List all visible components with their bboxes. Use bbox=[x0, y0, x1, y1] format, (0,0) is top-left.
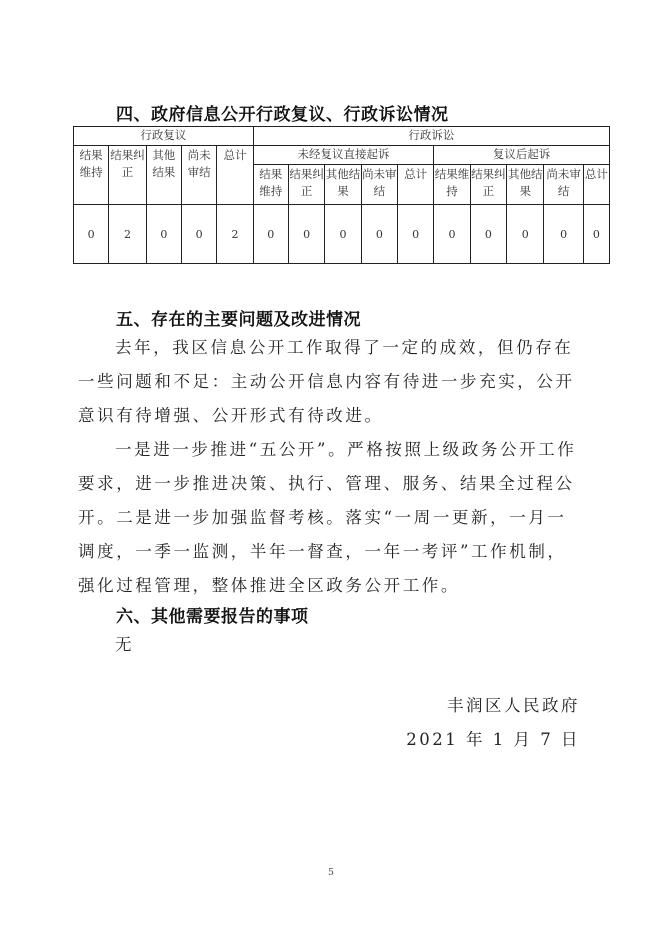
col-direct-total: 总计 bbox=[397, 165, 433, 205]
value-cell: 0 bbox=[544, 205, 583, 264]
col-review-other: 其他结果 bbox=[146, 146, 181, 205]
col-after-total: 总计 bbox=[583, 165, 609, 205]
col-direct-pending: 尚未审结 bbox=[361, 165, 397, 205]
value-cell: 0 bbox=[397, 205, 433, 264]
section4-heading: 四、政府信息公开行政复议、行政诉讼情况 bbox=[116, 105, 449, 125]
value-cell: 2 bbox=[109, 205, 146, 264]
value-cell: 0 bbox=[361, 205, 397, 264]
value-cell: 0 bbox=[507, 205, 544, 264]
section6-heading: 六、其他需要报告的事项 bbox=[116, 607, 309, 627]
col-review-corrected: 结果纠正 bbox=[109, 146, 146, 205]
header-suit-after-review: 复议后起诉 bbox=[434, 146, 610, 165]
col-direct-upheld: 结果维持 bbox=[253, 165, 288, 205]
signature-date: 2021 年 1 月 7 日 bbox=[406, 730, 580, 749]
page-number: 5 bbox=[328, 868, 334, 878]
col-direct-corrected: 结果纠正 bbox=[288, 165, 324, 205]
value-cell: 0 bbox=[181, 205, 216, 264]
value-cell: 0 bbox=[583, 205, 609, 264]
col-review-upheld: 结果维持 bbox=[74, 146, 109, 205]
value-cell: 0 bbox=[470, 205, 506, 264]
value-cell: 0 bbox=[288, 205, 324, 264]
table-row bbox=[74, 205, 610, 264]
col-after-upheld: 结果维持 bbox=[434, 165, 470, 205]
col-review-pending: 尚未审结 bbox=[181, 146, 216, 205]
section5-paragraph-2 bbox=[78, 433, 584, 603]
section5-paragraph-1 bbox=[78, 331, 584, 433]
header-admin-litigation: 行政诉讼 bbox=[253, 127, 609, 146]
value-cell: 0 bbox=[74, 205, 109, 264]
col-after-pending: 尚未审结 bbox=[544, 165, 583, 205]
col-after-other: 其他结果 bbox=[507, 165, 544, 205]
value-cell: 2 bbox=[217, 205, 253, 264]
value-cell: 0 bbox=[146, 205, 181, 264]
review-litigation-table bbox=[73, 126, 610, 264]
section6-body: 无 bbox=[115, 635, 135, 654]
value-cell: 0 bbox=[253, 205, 288, 264]
value-cell: 0 bbox=[434, 205, 470, 264]
value-cell: 0 bbox=[325, 205, 361, 264]
signature-org: 丰润区人民政府 bbox=[447, 696, 580, 715]
section5-paragraph-2-text: 一是进一步推进“五公开”。严格按照上级政务公开工作要求，进一步推进决策、执行、管理、服务、结果全过程公开。二是进一步加强监督考核。落实“一周一更新，一月一调度，一季一监测，半年一督查，一年一考评”工作机制，强化过程管理，整体推进全区政务公开工作。 bbox=[78, 440, 577, 595]
section5-heading: 五、存在的主要问题及改进情况 bbox=[116, 310, 361, 330]
col-review-total: 总计 bbox=[217, 146, 253, 205]
section5-paragraph-1-text: 去年，我区信息公开工作取得了一定的成效，但仍存在一些问题和不足：主动公开信息内容有待进一步充实，公开意识有待增强、公开形式有待改进。 bbox=[78, 338, 575, 425]
col-after-corrected: 结果纠正 bbox=[470, 165, 506, 205]
col-direct-other: 其他结果 bbox=[325, 165, 361, 205]
header-direct-suit: 未经复议直接起诉 bbox=[253, 146, 434, 165]
header-admin-review: 行政复议 bbox=[74, 127, 254, 146]
